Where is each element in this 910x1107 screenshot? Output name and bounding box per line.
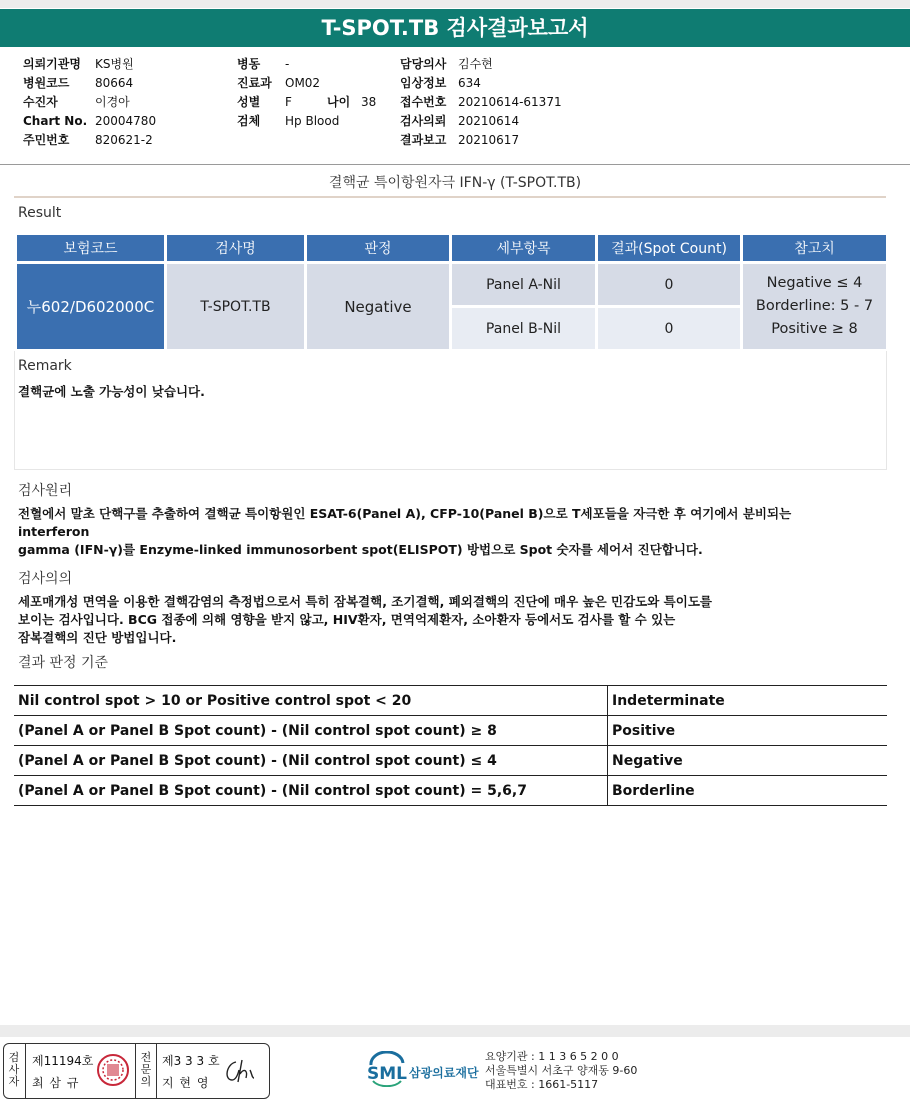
header-value: OM02 <box>285 76 321 90</box>
header-key: 진료과 <box>237 76 272 90</box>
header-key: 병원코드 <box>23 76 70 90</box>
significance-line: 세포매개성 면역을 이용한 결핵감염의 측정법으로서 특히 잠복결핵, 조기결핵, 폐외결핵의 진단에 매우 높은 민감도와 특이도를 <box>18 594 712 609</box>
header-value: 20004780 <box>95 114 157 128</box>
specialist-label-char: 문 <box>140 1063 152 1076</box>
header-key: 담당의사 <box>400 57 447 71</box>
examiner-label-char: 자 <box>8 1075 20 1088</box>
header-value: 20210614 <box>458 114 520 128</box>
header-key: 임상정보 <box>400 76 447 90</box>
sign-divider <box>156 1044 157 1098</box>
principle-line: 전혈에서 말초 단핵구를 추출하여 결핵균 특이항원인 ESAT-6(Panel A), CFP-10(Panel B)으로 T세포들을 자극한 후 여기에서 분비되는 <box>18 506 792 521</box>
sign-divider <box>135 1044 136 1098</box>
criteria-label: 결과 판정 기준 <box>18 655 109 671</box>
panel-a-value: 0 <box>598 264 740 305</box>
criteria-row <box>14 716 887 746</box>
criteria-row <box>14 746 887 776</box>
result-header-row <box>17 235 886 261</box>
criteria-condition: (Panel A or Panel B Spot count) - (Nil control spot count) ≤ 4 <box>14 746 608 776</box>
specialist-name: 지 현 영 <box>162 1076 210 1090</box>
header-value: KS병원 <box>95 57 134 71</box>
principle-label: 검사원리 <box>18 483 73 499</box>
remark-text: 결핵균에 노출 가능성이 낮습니다. <box>18 384 205 399</box>
footer-info <box>485 1050 637 1092</box>
col-header-spot-count: 결과(Spot Count) <box>598 235 740 261</box>
phone-number: 대표번호 : 1661-5117 <box>485 1078 599 1091</box>
header-value: 김수현 <box>458 57 493 71</box>
col-header-judgment: 판정 <box>307 235 449 261</box>
header-key-age: 나이 <box>327 95 351 109</box>
header-value-age: 38 <box>361 95 377 109</box>
header-key: 검사의뢰 <box>400 114 447 128</box>
significance-line: 보이는 검사입니다. BCG 접종에 의해 영향을 받지 않고, HIV환자, 면역억제환자, 소아환자 등에서도 검사를 할 수 있는 <box>18 612 676 627</box>
header-key: Chart No. <box>23 114 88 128</box>
header-value: 634 <box>458 76 481 90</box>
criteria-result: Positive <box>608 716 888 746</box>
foundation-name: 삼광의료재단 <box>409 1066 479 1080</box>
panel-b-value: 0 <box>598 308 740 349</box>
criteria-condition: (Panel A or Panel B Spot count) - (Nil control spot count) ≥ 8 <box>14 716 608 746</box>
specialist-label-char: 의 <box>140 1075 152 1088</box>
header-key: 병동 <box>237 57 261 71</box>
principle-text <box>18 505 791 559</box>
reference-borderline: Borderline: 5 - 7 <box>755 298 874 314</box>
bottom-strip <box>0 1025 910 1037</box>
specialist-label-char: 전 <box>140 1051 152 1064</box>
examiner-label-char: 검 <box>8 1051 20 1064</box>
header-key: 결과보고 <box>400 133 447 147</box>
examiner-name: 최 삼 규 <box>32 1076 80 1090</box>
seal-icon <box>96 1053 130 1087</box>
col-header-insurance-code: 보험코드 <box>17 235 164 261</box>
header-value: 820621-2 <box>95 133 153 147</box>
specialist-no: 제3 3 3 호 <box>162 1054 220 1068</box>
criteria-table <box>14 685 887 806</box>
col-header-test-name: 검사명 <box>167 235 304 261</box>
significance-text <box>18 593 712 647</box>
insurance-code-cell: 누602/D602000C <box>17 264 164 349</box>
top-strip <box>0 0 910 8</box>
judgment-cell: Negative <box>307 264 449 349</box>
header-value: 80664 <box>95 76 134 90</box>
criteria-result: Negative <box>608 746 888 776</box>
significance-line: 잠복결핵의 진단 방법입니다. <box>18 630 177 645</box>
criteria-condition: Nil control spot > 10 or Positive control spot < 20 <box>14 686 608 716</box>
institution-number: 요양기관 : 1 1 3 6 5 2 0 0 <box>485 1050 619 1063</box>
header-value: - <box>285 57 290 71</box>
panel-b-item: Panel B-Nil <box>452 308 595 349</box>
header-key: 수진자 <box>23 95 58 109</box>
address: 서울특별시 서초구 양재동 9-60 <box>485 1064 638 1077</box>
header-column-1 <box>23 55 156 150</box>
header-column-2 <box>237 55 376 131</box>
header-divider <box>0 164 910 165</box>
criteria-row <box>14 776 887 806</box>
header-key: 검체 <box>237 114 261 128</box>
test-name-cell: T-SPOT.TB <box>167 264 304 349</box>
sml-logo <box>365 1051 479 1091</box>
header-key: 의뢰기관명 <box>23 57 81 71</box>
result-row <box>17 264 886 305</box>
header-value: Hp Blood <box>285 114 340 128</box>
header-key: 접수번호 <box>400 95 447 109</box>
remark-label: Remark <box>18 358 72 374</box>
remark-box <box>14 351 887 470</box>
header-value: F <box>285 95 292 109</box>
examiner-no: 제11194호 <box>32 1054 94 1068</box>
reference-negative: Negative ≤ 4 <box>766 275 863 291</box>
header-value: 20210617 <box>458 133 520 147</box>
panel-a-item: Panel A-Nil <box>452 264 595 305</box>
header-value: 이경아 <box>95 95 130 109</box>
significance-label: 검사의의 <box>18 571 73 587</box>
header-key: 성별 <box>237 95 261 109</box>
examiner-label-char: 사 <box>8 1063 20 1076</box>
report-title: T-SPOT.TB 검사결과보고서 <box>0 9 910 47</box>
subtitle-underline <box>14 196 886 198</box>
reference-cell <box>743 264 886 349</box>
criteria-result: Indeterminate <box>608 686 888 716</box>
signature-icon <box>222 1056 262 1086</box>
sign-divider <box>25 1044 26 1098</box>
col-header-reference: 참고치 <box>743 235 886 261</box>
reference-positive: Positive ≥ 8 <box>771 321 858 337</box>
criteria-row <box>14 686 887 716</box>
examiner-vertical-label <box>6 1052 22 1088</box>
header-value: 20210614-61371 <box>458 95 562 109</box>
logo-text: SML <box>367 1064 407 1084</box>
sml-logo-icon <box>365 1051 409 1087</box>
principle-line: gamma (IFN-γ)를 Enzyme-linked immunosorbent spot(ELISPOT) 방법으로 Spot 숫자를 세어서 진단합니다. <box>18 542 703 557</box>
col-header-detail-item: 세부항목 <box>452 235 595 261</box>
criteria-condition: (Panel A or Panel B Spot count) - (Nil control spot count) = 5,6,7 <box>14 776 608 806</box>
criteria-result: Borderline <box>608 776 888 806</box>
specialist-vertical-label <box>138 1052 154 1088</box>
header-column-3 <box>400 55 562 150</box>
header-key: 주민번호 <box>23 133 70 147</box>
principle-line: interferon <box>18 524 90 539</box>
result-label: Result <box>18 205 62 221</box>
signature-box <box>3 1043 270 1099</box>
test-subtitle: 결핵균 특이항원자극 IFN-γ (T-SPOT.TB) <box>328 175 582 191</box>
result-table <box>14 232 889 352</box>
